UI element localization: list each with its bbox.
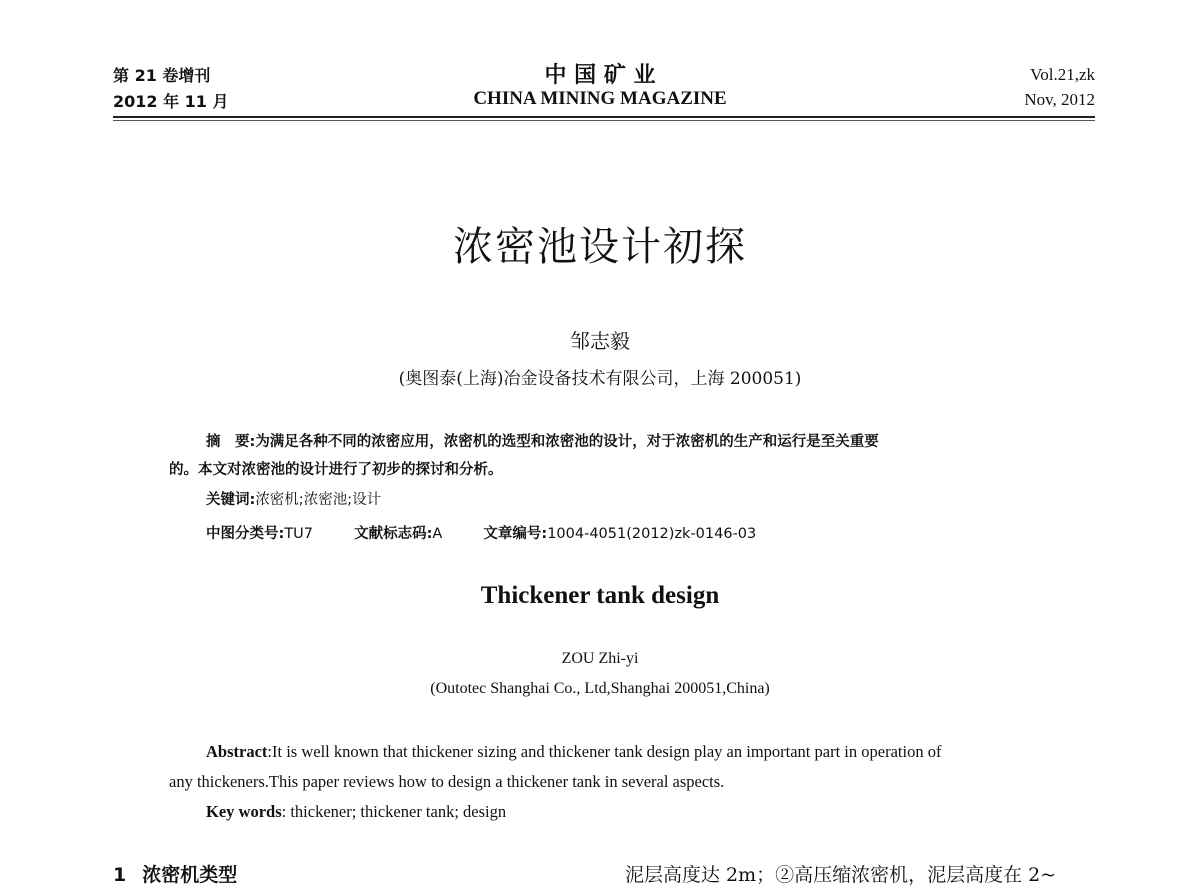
header-rule-thin <box>113 120 1095 121</box>
clc-label: 中图分类号: <box>206 526 285 542</box>
paper-title-en: Thickener tank design <box>480 582 720 609</box>
author-cn: 邹志毅 <box>570 329 630 353</box>
abstract-text-en: :It is well known that thickener sizing and thickener tank design play an important part in operation of <box>267 742 942 761</box>
volume-info-en: Vol.21,zk <box>1030 65 1095 84</box>
doc-code-label: 文献标志码: <box>354 526 433 542</box>
classification-line <box>206 522 756 543</box>
section-heading <box>113 860 237 887</box>
journal-name-en: CHINA MINING MAGAZINE <box>473 88 727 109</box>
keywords-label-cn: 关键词: <box>206 492 256 508</box>
doc-code-value: A <box>432 526 443 542</box>
volume-info: 第 21 卷增刊 <box>113 66 211 85</box>
abstract-cn-line2: 的。本文对浓密池的设计进行了初步的探讨和分析。 <box>169 462 503 478</box>
section-title: 浓密机类型 <box>142 864 238 886</box>
keywords-value-cn: 浓密机;浓密池;设计 <box>255 492 382 508</box>
right-column-text: 泥层高度达 2m；②高压缩浓密机，泥层高度在 2~ <box>625 864 1057 886</box>
abstract-label-cn: 摘 要: <box>206 434 256 450</box>
keywords-value-en: : thickener; thickener tank; design <box>281 802 507 821</box>
affiliation-cn: (奥图泰(上海)冶金设备技术有限公司，上海 200051) <box>398 369 802 389</box>
abstract-cn-line1 <box>206 430 879 451</box>
clc-value: TU7 <box>284 526 314 542</box>
article-no-label: 文章编号: <box>483 526 548 542</box>
header-rule <box>113 116 1095 118</box>
abstract-en-line2: any thickeners.This paper reviews how to design a thickener tank in several aspects. <box>169 772 725 791</box>
abstract-label-en: Abstract <box>206 742 268 761</box>
affiliation-en: (Outotec Shanghai Co., Ltd,Shanghai 200051,China) <box>430 680 770 697</box>
keywords-cn <box>206 488 381 509</box>
issue-date-en: Nov, 2012 <box>1024 90 1095 109</box>
section-number: 1 <box>113 864 127 886</box>
paper-title-cn: 浓密池设计初探 <box>453 224 747 270</box>
article-no-value: 1004-4051(2012)zk-0146-03 <box>547 526 757 542</box>
abstract-text-cn: 为满足各种不同的浓密应用，浓密机的选型和浓密池的设计，对于浓密机的生产和运行是至关重要 <box>255 434 879 450</box>
abstract-en-line1 <box>206 742 941 762</box>
issue-date-cn: 2012 年 11 月 <box>113 92 229 111</box>
journal-name-cn: 中 国 矿 业 <box>544 63 656 88</box>
keywords-label-en: Key words <box>206 802 282 821</box>
author-en: ZOU Zhi-yi <box>561 650 639 667</box>
keywords-en <box>206 802 506 822</box>
